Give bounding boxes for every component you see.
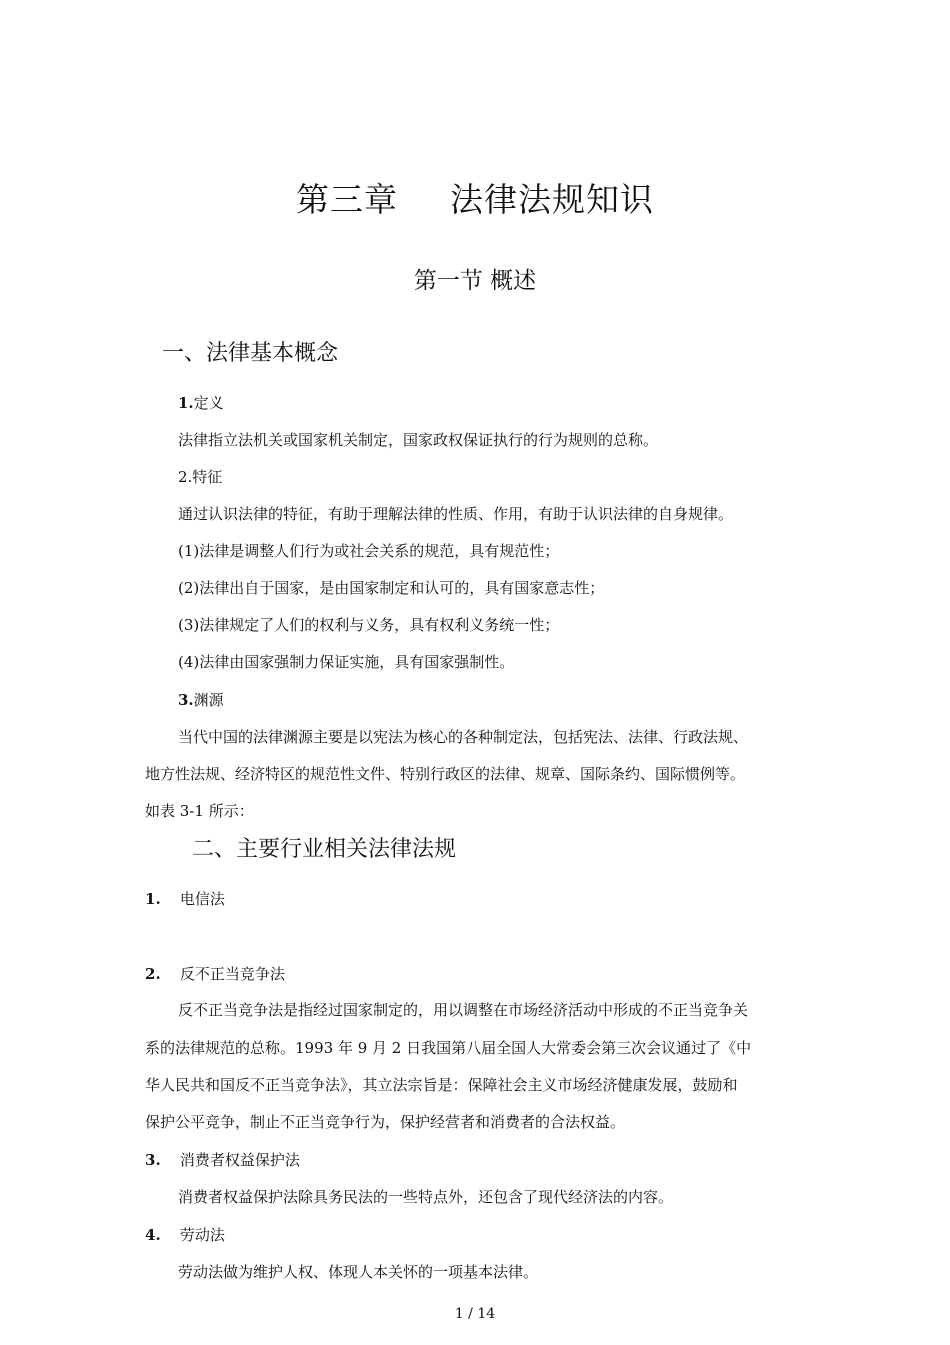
sources-line: 当代中国的法律渊源主要是以宪法为核心的各种制定法，包括宪法、法律、行政法规、 [178,728,749,746]
law-item-1: 1. 电信法 [145,890,225,908]
chapter-number: 第三章 [296,180,398,219]
law-item-4: 4. 劳动法 [145,1226,225,1244]
section-title: 第一节 概述 [413,268,537,294]
feature-item: (2)法律出自于国家，是由国家制定和认可的，具有国家意志性； [178,579,605,597]
feature-item: (4)法律由国家强制力保证实施，具有国家强制性。 [178,653,515,671]
definition-label-text: 定义 [193,394,224,412]
law-number: 2 [145,965,156,983]
part1-heading: 一、法律基本概念 [162,341,339,366]
sources-number: 3. [178,691,194,709]
page-number: 1 / 14 [454,1306,496,1322]
law-number: 1 [145,890,156,908]
law2-line: 系的法律规范的总称。1993 年 9 月 2 日我国第八届全国人大常委会第三次会议通过了《中 [145,1039,752,1057]
law-item-3: 3. 消费者权益保护法 [145,1151,300,1169]
law-item-2: 2. 反不正当竞争法 [145,965,285,983]
law2-line: 保护公平竞争，制止不正当竞争行为，保护经营者和消费者的合法权益。 [145,1113,626,1131]
sources-line: 如表 3-1 所示： [145,802,254,820]
features-intro: 通过认识法律的特征，有助于理解法律的性质、作用，有助于认识法律的自身规律。 [178,505,734,523]
law-number: 3 [145,1151,156,1169]
law-title: 电信法 [179,890,225,908]
law2-line: 华人民共和国反不正当竞争法》，其立法宗旨是：保障社会主义市场经济健康发展，鼓励和 [145,1076,738,1094]
law2-line: 反不正当竞争法是指经过国家制定的，用以调整在市场经济活动中形成的不正当竞争关 [178,1001,749,1019]
law-title: 反不正当竞争法 [179,965,285,983]
chapter-title [0,174,950,221]
sources-label [178,690,224,710]
features-label: 2.特征 [178,468,223,486]
feature-item: (1)法律是调整人们行为或社会关系的规范，具有规范性； [178,542,560,560]
law3-text: 消费者权益保护法除具务民法的一些特点外，还包含了现代经济法的内容。 [178,1188,674,1206]
law-title: 劳动法 [179,1226,225,1244]
law4-text: 劳动法做为维护人权、体现人本关怀的一项基本法律。 [178,1263,539,1281]
definition-text: 法律指立法机关或国家机关制定，国家政权保证执行的行为规则的总称。 [178,431,659,449]
feature-item: (3)法律规定了人们的权利与义务，具有权利义务统一性； [178,616,560,634]
chapter-name: 法律法规知识 [450,180,654,219]
definition-label [178,393,224,413]
law-number: 4 [145,1226,156,1244]
definition-number: 1. [178,394,194,412]
sources-line: 地方性法规、经济特区的规范性文件、特别行政区的法律、规章、国际条约、国际惯例等。 [145,765,746,783]
part2-heading: 二、主要行业相关法律法规 [192,837,457,862]
sources-label-text: 渊源 [193,691,224,709]
law-title: 消费者权益保护法 [179,1151,300,1169]
